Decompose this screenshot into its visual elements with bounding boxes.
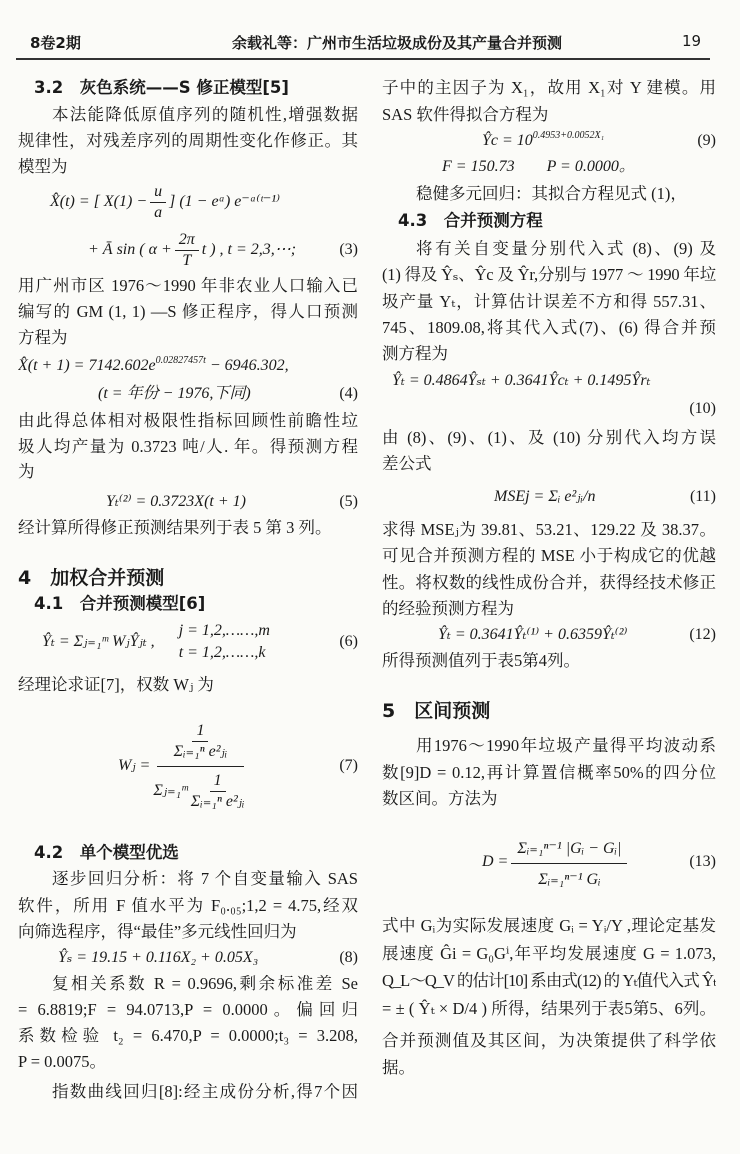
text-line: = 6.8819;F = 94.0713,P = 0.0000。偏回归 [18,1000,358,1019]
text-line: 圾产量 Yₜ，计算估计误差不方和得 557.31、 [382,292,716,311]
condition: j = 1,2,……,m [178,622,270,639]
denominator: T [182,251,192,269]
text-line: 展速度 Ĝi = G₀Gⁱ,年平均发展速度 G = 1.073, [382,944,716,963]
equation-part: X̂(t + $1) = 7142.602e^{0.02827457t} - 6946.302$, [18,355,289,374]
text-line: 合并预测值及其区间，为决策提供了科学依 [382,1031,716,1050]
text-line: 745、1809.08,将其代入式(7)、(6) 得合并预 [382,318,716,337]
running-head-volume: 8卷2期 [30,34,81,52]
text-line: SAS 软件得拟合方程为 [382,105,549,124]
text-line: 式中 Gᵢ为实际发展速度 Gᵢ = Yᵢ/Y ,理论定基发 [382,916,716,935]
denominator: Σᵢ₌₁ⁿ e²ⱼᵢ [173,742,228,760]
equation-4-line2 [18,383,358,405]
equation-8 [18,947,358,969]
sum-sign: Σⱼ₌₁ᵐ [153,781,188,799]
text-line: 数[9]D = 0.12,再计算置信概率50%的四分位 [382,763,716,782]
equation-4-line1 [18,353,358,379]
equation-number: (12) [689,626,716,643]
equation-number: (13) [689,853,716,870]
text-line: 所得预测值列于表5第4列。 [382,651,580,670]
denominator: a [154,203,163,221]
numerator [157,721,245,767]
text-line: 向筛选程序，得“最佳”多元线性回归为 [18,922,297,941]
equation-part: Ŷc = $10^{0.4953+0.0052X_1}$ [482,130,605,149]
equation-number: (6) [339,633,358,650]
text-line: 据。 [382,1058,415,1077]
numerator: 2π [175,230,199,251]
equation-part: (t = 年份 − 1976,下同) [98,385,251,402]
denominator: Σᵢ₌₁ⁿ e²ⱼᵢ [190,792,245,810]
numerator: u [150,182,166,203]
equation-number: (10) [689,400,716,417]
section-heading-4-3: 4.3 合并预测方程 [398,211,543,230]
page-number: 19 [682,32,702,50]
numerator: 1 [210,771,226,792]
text-line: 差公式 [382,454,432,473]
equation-6 [18,618,358,666]
equation-part: ] (1 − eᵃ) e⁻ᵃ⁽ᵗ⁻¹⁾ [169,193,280,210]
text-line: Q_L～Q_V 的估计[10] 系由式(12) 的 Yₜ值代入式 Ŷₜ [382,971,716,990]
text-line: P = 0.0075。 [18,1052,106,1071]
equation-part: Wⱼ = [118,757,151,774]
text-line: 由 (8)、(9)、(1)、及 (10) 分别代入均方误 [382,428,716,447]
fraction [150,182,166,223]
numerator: 1 [192,721,208,742]
equation-part: Ŷₛ = 19.15 + 0.116X₂ + 0.05X₃ [58,949,259,966]
text-line: 求得 MSEⱼ为 39.81、53.21、129.22 及 38.37。 [382,520,716,539]
equation-number: (11) [689,488,716,505]
text-line: (1) 得及 Ŷₛ、Ŷc 及 Ŷr,分别与 1977 ～ 1990 年垃 [382,265,716,284]
equation-part: D = [482,853,509,870]
fraction [175,230,199,271]
left-column [18,0,358,1154]
section-heading-4-2: 4.2 单个模型优选 [34,843,179,862]
running-head-title: 余载礼等：广州市生活垃圾成份及其产量合并预测 [232,34,563,52]
text-line: = ± ( Ŷₜ × D/4 ) 所得，结果列于表5第5、6列。 [382,999,716,1018]
text-line: 用1976～1990年垃圾产量得平均波动系 [416,736,716,755]
text-line: 经理论求证[7]，权数 Wⱼ 为 [18,675,214,694]
text-line: 逐步回归分析：将 7 个自变量输入 SAS [52,869,358,888]
equation-5 [18,491,358,513]
section-heading-4-1: 4.1 合并预测模型[6] [34,594,206,613]
equation-7 [18,702,358,830]
equation-3-line1 [18,180,358,224]
section-heading-4: 4 加权合并预测 [18,567,165,589]
text-line: 模型为 [18,157,68,176]
text-line: 测方程为 [382,344,448,363]
text-line: 稳健多元回归：其拟合方程见式 (1)， [416,184,687,203]
exponent: 0.4953+0.0052X₁ [532,130,605,141]
right-column [382,0,716,1154]
equation-part: F = 150.73 P = 0.0000。 [442,158,635,175]
text-line: 数区间。方法为 [382,789,498,808]
equation-part: Ŷₜ = 0.3641Ŷₜ⁽¹⁾ + 0.6359Ŷₜ⁽²⁾ [438,626,628,643]
section-heading-5: 5 区间预测 [382,700,491,722]
equation-number: (7) [339,757,358,774]
equation-number: (4) [339,385,358,402]
denominator: Σᵢ₌₁ⁿ⁻¹ Gᵢ [538,870,601,888]
section-heading-3-2: 3.2 灰色系统——S 修正模型[5] [34,78,289,97]
equation-number: (5) [339,493,358,510]
condition: t = 1,2,……,k [178,644,266,661]
text-line: 由此得总体相对极限性指标回顾性前瞻性垃 [18,411,358,430]
equation-conditions [179,620,270,664]
denominator [153,767,247,812]
text-line: 软件，所用 F 值水平为 F₀.₀₅;1,2 = 4.75,经双 [18,896,358,915]
text-line: 经计算所得修正预测结果列于表 5 第 3 列。 [18,518,332,537]
equation-number: (9) [697,132,716,149]
text-line: 方程为 [18,328,68,347]
equation-number: (3) [339,241,358,258]
equation-part: Yₜ⁽²⁾ = 0.3723X(t + 1) [106,493,246,510]
equation-part: X̂(t) = [ X(1) − [50,193,148,210]
text-line: 复相关系数 R = 0.9696,剩余标准差 Se [52,974,358,993]
equation-9-stats [382,156,716,178]
text-line: 性。将权数的线性成份合并，获得经技术修正 [382,573,716,592]
exponent: 0.02827457t [155,355,206,366]
equation-part: Ŷₜ = 0.4864Ŷₛₜ + 0.3641Ŷcₜ + 0.1495Ŷrₜ [392,372,651,389]
text-line: 指数曲线回归[8]:经主成份分析,得7个因 [52,1082,358,1101]
text-line: 本法能降低原值序列的随机性,增强数据 [52,105,358,124]
text-line: 为 [18,462,35,481]
text-line: 编写的 GM (1, 1) —S 修正程序，得人口预测 [18,302,358,321]
equation-13 [382,818,716,906]
equation-12 [382,624,716,646]
text-line: 子中的主因子为 X₁，故用 X₁对 Y 建模。用 [382,78,716,97]
text-line: 用广州市区 1976～1990 年非农业人口输入已 [18,276,358,295]
equation-10-number-line [382,398,716,420]
text-line: 规律性，对残差序列的周期性变化作修正。其 [18,131,358,150]
text-line: 的经验预测方程为 [382,599,514,618]
text-line: 可见合并预测方程的 MSE 小于构成它的优越 [382,546,716,565]
equation-part: Ŷₜ = Σⱼ₌₁ᵐ WⱼŶⱼₜ , [42,633,155,650]
equation-part: + Ā sin ( α + [88,241,172,258]
equation-number: (8) [339,949,358,966]
text-line: 系数检验 t₂ = 6.470,P = 0.0000;t₃ = 3.208, [18,1026,358,1045]
equation-3-line2 [18,228,358,272]
equation-10 [382,370,716,392]
equation-part: MSEj = Σᵢ e²ⱼᵢ/n [494,488,596,505]
fraction [153,721,247,812]
text-line: 将有关自变量分别代入式 (8)、(9) 及 [416,239,716,258]
fraction [191,771,245,812]
equation-part: t ) , t = 2,3,⋯; [201,241,297,258]
equation-9 [382,129,716,153]
numerator: Σᵢ₌₁ⁿ⁻¹ |Gᵢ − Gᵢ| [511,835,627,864]
fraction [174,721,228,762]
equation-11 [382,486,716,508]
text-line: 圾人均产量为 0.3723 吨/人. 年。得预测方程 [18,437,358,456]
fraction [511,835,627,890]
